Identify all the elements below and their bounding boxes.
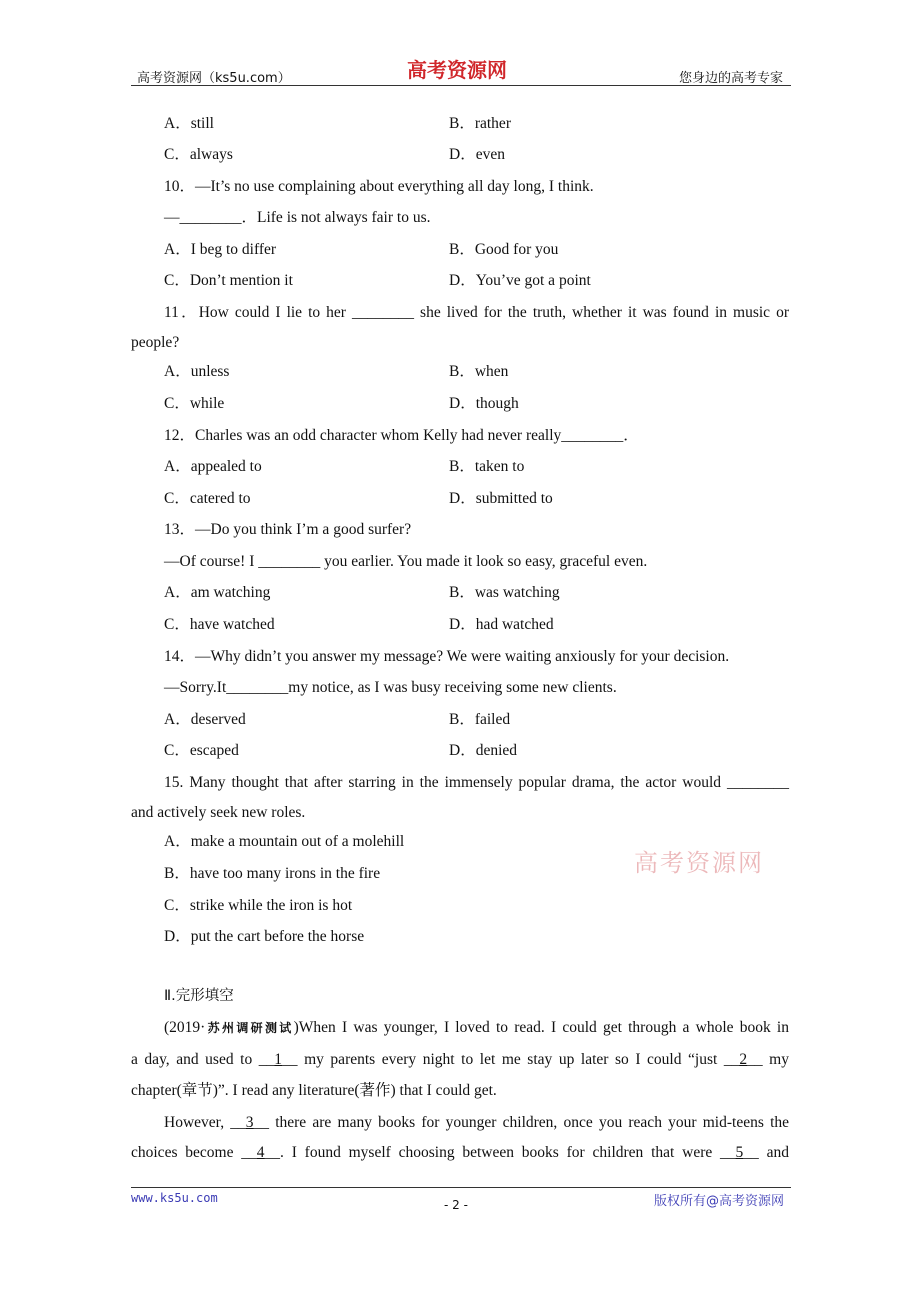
q12-option-b: B．taken to (449, 458, 525, 475)
cloze-text: However, __ (164, 1114, 246, 1131)
cloze-paragraph-1-line-2 (131, 1050, 789, 1070)
q10-stem: 10．—It’s no use complaining about everything all day long, I think. (164, 178, 594, 195)
q14-option-d: D．denied (449, 742, 518, 759)
cloze-text: __ my parents every night to let me stay up later so I could “just __ (282, 1051, 740, 1068)
q9-option-c: C．always (164, 146, 233, 163)
q15-stem-continued: and actively seek new roles. (131, 804, 306, 821)
q10-option-c: C．Don’t mention it (164, 272, 293, 289)
q11-option-c: C．while (164, 395, 225, 412)
page-number: - 2 - (444, 1198, 468, 1212)
q14-stem: 14．—Why didn’t you answer my message? We were waiting anxiously for your decision. (164, 648, 730, 665)
cloze-text: choices become __ (131, 1144, 257, 1161)
q10-reply: —________．Life is not always fair to us. (164, 209, 431, 226)
q13-stem: 13．—Do you think I’m a good surfer? (164, 521, 412, 538)
header-slogan: 您身边的高考专家 (678, 71, 783, 86)
footer-copyright-link[interactable]: 版权所有@高考资源网 (653, 1194, 784, 1209)
q14-option-b: B．failed (449, 711, 511, 728)
footer-website-link[interactable]: www.ks5u.com (131, 1191, 218, 1205)
q9-option-d: D．even (449, 146, 505, 163)
cloze-paragraph-1-line-3: chapter(章节)”. I read any literature(著作) that I could get. (131, 1082, 497, 1099)
footer-divider (131, 1187, 791, 1188)
blank-4: 4 (256, 1144, 265, 1161)
q10-option-d: D．You’ve got a point (449, 272, 591, 289)
cloze-source-open: (2019· (164, 1019, 206, 1036)
blank-3: 3 (245, 1114, 254, 1131)
q9-option-a: A．still (164, 115, 214, 132)
q11-stem: 11．How could I lie to her ________ she lived for the truth, whether it was found in music or (164, 304, 789, 321)
blank-1: 1 (274, 1051, 283, 1068)
q11-option-b: B．when (449, 363, 509, 380)
cloze-text: __. I found myself choosing between books for children that were __ (264, 1144, 736, 1161)
cloze-text: )When I was younger, I loved to read. I could get through a whole book in (293, 1019, 789, 1036)
q11-option-a: A．unless (164, 363, 230, 380)
header-logo: 高考资源网 (407, 58, 507, 82)
header-site-name: 高考资源网（ks5u.com） (137, 71, 291, 86)
q14-reply: —Sorry.It________my notice, as I was busy receiving some new clients. (164, 679, 617, 696)
blank-5: 5 (735, 1144, 744, 1161)
q15-option-d: D．put the cart before the horse (164, 928, 365, 945)
cloze-paragraph-1-line-1 (131, 1018, 789, 1038)
cloze-source: 苏州调研测试 (205, 1021, 294, 1035)
cloze-text: __ there are many books for younger children, once you reach your mid‑teens the (253, 1114, 790, 1131)
q15-stem: 15. Many thought that after starring in the immensely popular drama, the actor would ________ (164, 774, 789, 791)
q10-option-b: B．Good for you (449, 241, 559, 258)
q13-reply: —Of course! I ________ you earlier. You made it look so easy, graceful even. (164, 553, 648, 570)
q13-option-d: D．had watched (449, 616, 554, 633)
q10-option-a: A．I beg to differ (164, 241, 277, 258)
watermark: 高考资源网 (634, 849, 764, 877)
q11-option-d: D．though (449, 395, 519, 412)
q9-option-b: B．rather (449, 115, 511, 132)
q14-option-c: C．escaped (164, 742, 239, 759)
section-title: Ⅱ.完形填空 (164, 988, 234, 1004)
cloze-text: __ my (747, 1051, 789, 1068)
q13-option-b: B．was watching (449, 584, 560, 601)
q15-option-b: B．have too many irons in the fire (164, 865, 381, 882)
header-divider (131, 85, 791, 86)
q15-option-a: A．make a mountain out of a molehill (164, 833, 405, 850)
q12-option-a: A．appealed to (164, 458, 262, 475)
cloze-paragraph-2-line-2 (131, 1143, 789, 1163)
q12-stem: 12．Charles was an odd character whom Kelly had never really________． (164, 427, 639, 444)
blank-2: 2 (739, 1051, 748, 1068)
q12-option-c: C．catered to (164, 490, 251, 507)
q15-option-c: C．strike while the iron is hot (164, 897, 353, 914)
page-header (131, 52, 791, 88)
q14-option-a: A．deserved (164, 711, 246, 728)
q13-option-a: A．am watching (164, 584, 271, 601)
q13-option-c: C．have watched (164, 616, 275, 633)
q12-option-d: D．submitted to (449, 490, 553, 507)
cloze-paragraph-2-line-1 (131, 1113, 789, 1133)
cloze-text: __ and (743, 1144, 789, 1161)
q11-stem-continued: people? (131, 334, 180, 351)
cloze-text: a day, and used to __ (131, 1051, 275, 1068)
